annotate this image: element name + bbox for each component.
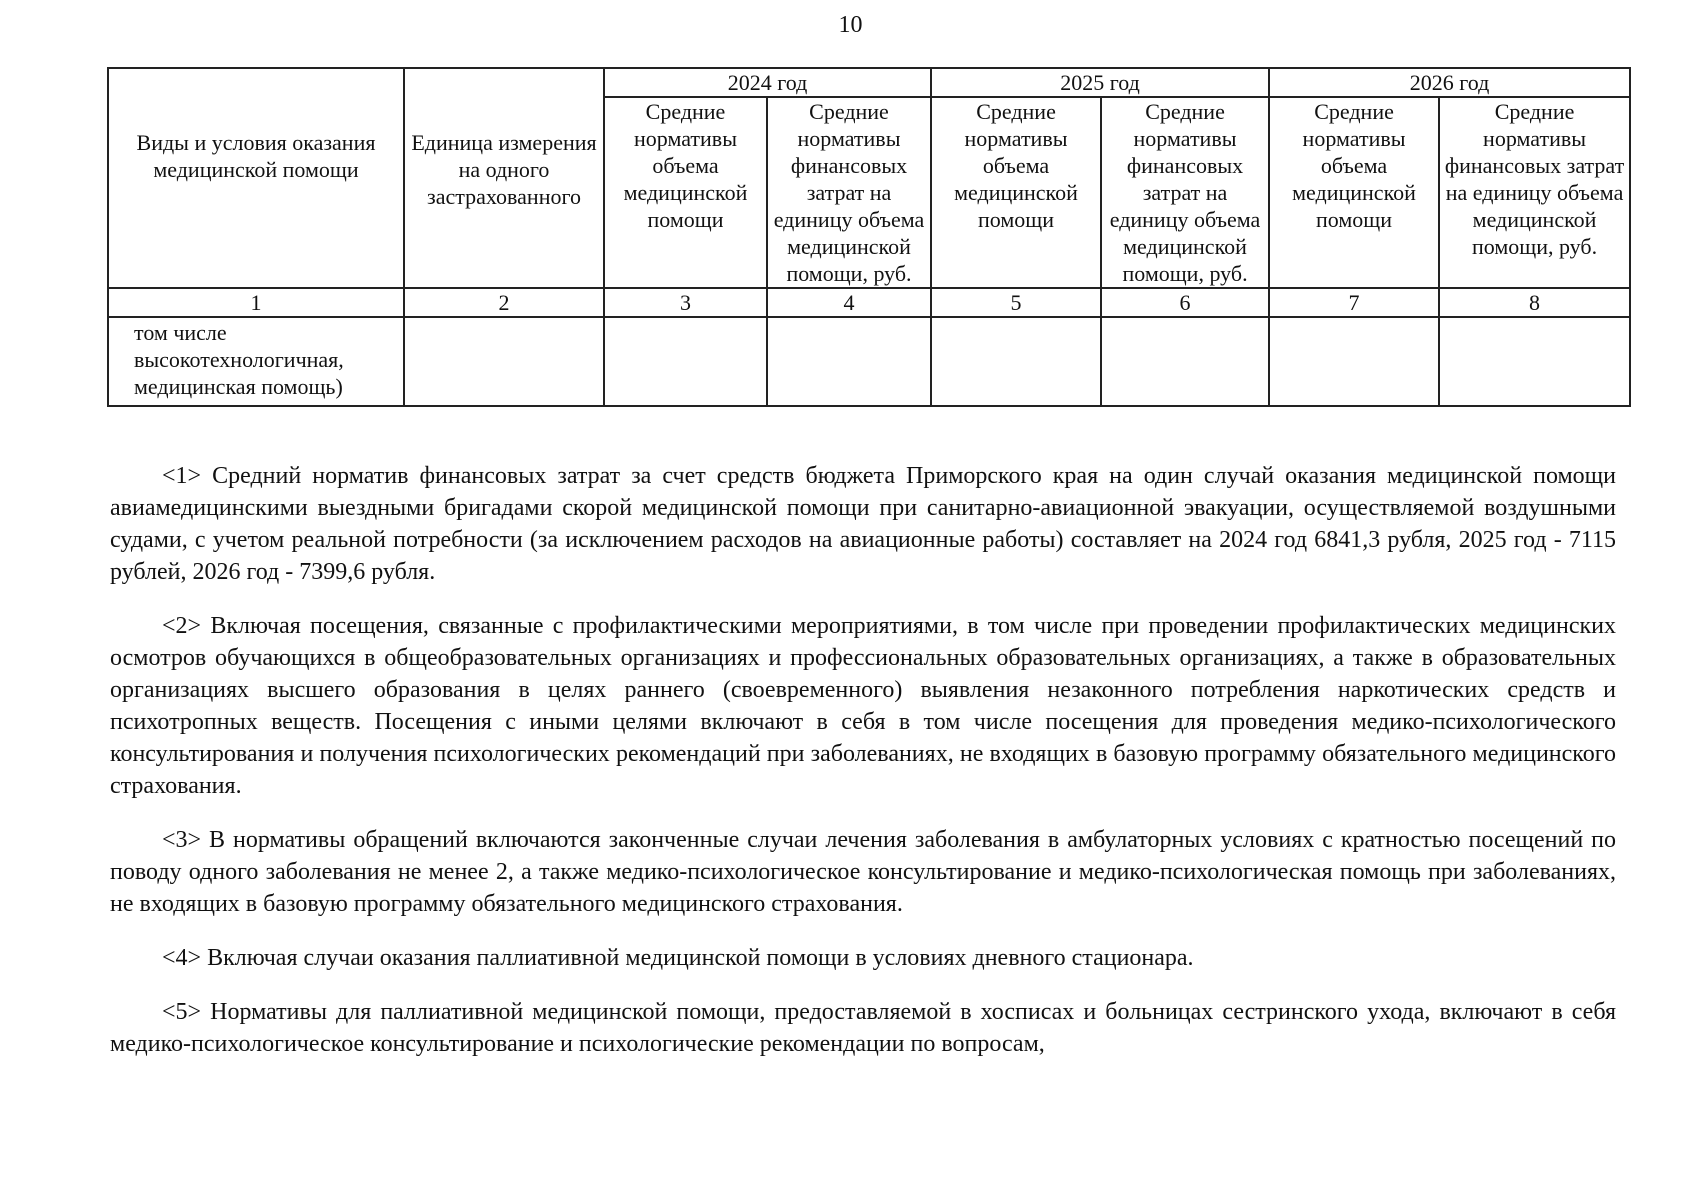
footnote-1: <1> Средний норматив финансовых затрат за счет средств бюджета Приморского края на один случай оказания медицинской помощи авиамедицинскими выездными бригадами скорой медицинской помощи при санитарно-авиационной эвакуации, осуществляемой воздушными судами, с учетом реальной потребности (за исключением расходов на авиационные работы) составляет на 2024 год 6841,3 рубля, 2025 год - 7115 рублей, 2026 год - 7399,6 рубля. [110, 463, 1616, 585]
column-number: 8 [1439, 288, 1630, 317]
footnote-3: <3> В нормативы обращений включаются законченные случаи лечения заболевания в амбулаторных условиях с кратностью посещений по поводу одного заболевания не менее 2, а также медико-психологическое консультирование и медико-психологическая помощь при заболеваниях, не входящих в базовую программу обязательного медицинского страхования. [110, 827, 1616, 917]
row-label: том числе высокотехнологичная, медицинская помощь) [108, 317, 404, 406]
column-number: 6 [1101, 288, 1269, 317]
table-cell [931, 317, 1101, 406]
table-cell [404, 317, 604, 406]
page-number: 10 [838, 12, 863, 38]
column-number: 4 [767, 288, 931, 317]
header-volume-2024: Средние нормативы объема медицинской помощи [604, 97, 767, 288]
footnote-2: <2> Включая посещения, связанные с профилактическими мероприятиями, в том числе при проведении профилактических медицинских осмотров обучающихся в общеобразовательных организациях и профессиональных образовательных организациях, а также в образовательных организациях высшего образования в целях раннего (своевременного) выявления незаконного потребления наркотических средств и психотропных веществ. Посещения с иными целями включают в себя в том числе посещения для проведения медико-психологического консультирования и получения психологических рекомендаций при заболеваниях, не входящих в базовую программу обязательного медицинского страхования. [110, 613, 1616, 799]
table-cell [604, 317, 767, 406]
footnote-5: <5> Нормативы для паллиативной медицинской помощи, предоставляемой в хосписах и больницах сестринского ухода, включают в себя медико-психологическое консультирование и психологические рекомендации по вопросам, [110, 999, 1616, 1057]
norms-table [107, 67, 1631, 407]
header-cost-2025: Средние нормативы финансовых затрат на единицу объема медицинской помощи, руб. [1101, 97, 1269, 288]
column-number: 5 [931, 288, 1101, 317]
footnotes [110, 460, 1616, 1082]
column-number: 7 [1269, 288, 1439, 317]
table-cell [1439, 317, 1630, 406]
table-cell [1101, 317, 1269, 406]
column-number-row [108, 288, 1630, 317]
header-cost-2026: Средние нормативы финансовых затрат на единицу объема медицинской помощи, руб. [1439, 97, 1630, 288]
header-cost-2024: Средние нормативы финансовых затрат на единицу объема медицинской помощи, руб. [767, 97, 931, 288]
column-number: 3 [604, 288, 767, 317]
header-volume-2026: Средние нормативы объема медицинской помощи [1269, 97, 1439, 288]
table-row [108, 317, 1630, 406]
header-year-2025: 2025 год [931, 68, 1269, 97]
header-unit: Единица измерения на одного застрахованного [404, 68, 604, 288]
header-kinds-conditions: Виды и условия оказания медицинской помощи [108, 68, 404, 288]
table-cell [767, 317, 931, 406]
header-row-years [108, 68, 1630, 97]
column-number: 2 [404, 288, 604, 317]
table-cell [1269, 317, 1439, 406]
footnote-4: <4> Включая случаи оказания паллиативной медицинской помощи в условиях дневного стационара. [162, 945, 1194, 971]
header-volume-2025: Средние нормативы объема медицинской помощи [931, 97, 1101, 288]
header-year-2026: 2026 год [1269, 68, 1630, 97]
header-year-2024: 2024 год [604, 68, 931, 97]
column-number: 1 [108, 288, 404, 317]
